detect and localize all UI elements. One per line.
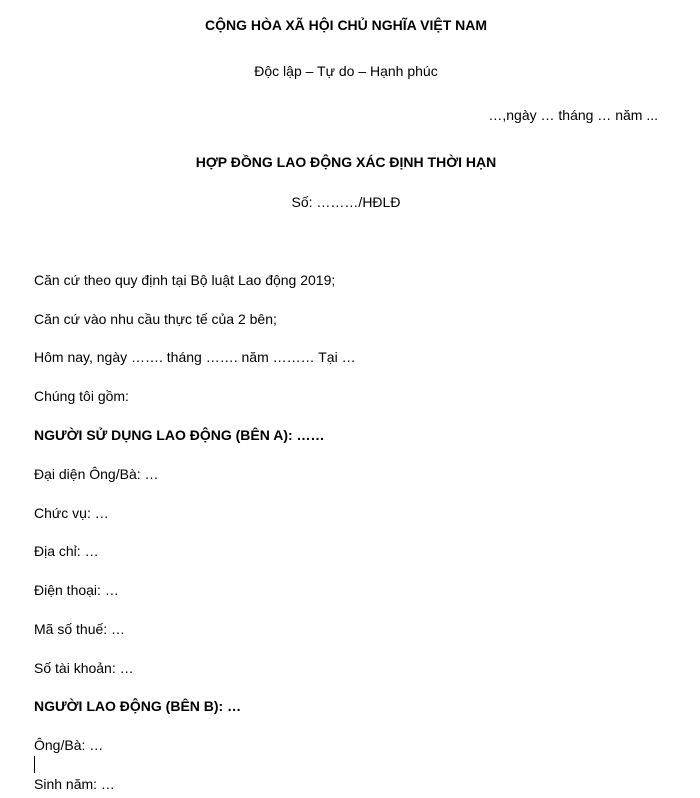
today-line: Hôm nay, ngày ……. tháng ……. năm ……… Tại … <box>34 349 356 365</box>
contract-title: HỢP ĐỒNG LAO ĐỘNG XÁC ĐỊNH THỜI HẠN <box>195 154 497 170</box>
party-a-position: Chức vụ: … <box>34 505 109 521</box>
we-include: Chúng tôi gồm: <box>34 388 129 404</box>
contract-number: Số: ………/HĐLĐ <box>291 194 401 210</box>
party-b-heading: NGƯỜI LAO ĐỘNG (BÊN B): … <box>34 698 242 714</box>
party-a-address: Địa chỉ: … <box>34 543 99 559</box>
motto: Độc lập – Tự do – Hạnh phúc <box>254 63 438 79</box>
party-a-heading: NGƯỜI SỬ DỤNG LAO ĐỘNG (BÊN A): …… <box>34 427 325 443</box>
basis-need: Căn cứ vào nhu cầu thực tế của 2 bên; <box>34 311 277 327</box>
party-b-birth-year: Sinh năm: … <box>34 776 115 792</box>
party-a-phone: Điện thoại: … <box>34 582 119 598</box>
date-line: …,ngày … tháng … năm ... <box>488 107 658 123</box>
party-a-representative: Đại diện Ông/Bà: … <box>34 466 159 482</box>
basis-law: Căn cứ theo quy định tại Bộ luật Lao động 2019; <box>34 272 336 288</box>
text-cursor <box>34 756 35 773</box>
country-heading: CỘNG HÒA XÃ HỘI CHỦ NGHĨA VIỆT NAM <box>204 17 488 33</box>
party-a-tax-code: Mã số thuế: … <box>34 621 126 637</box>
party-b-name: Ông/Bà: … <box>34 737 104 753</box>
party-a-account-number: Số tài khoản: … <box>34 660 134 676</box>
